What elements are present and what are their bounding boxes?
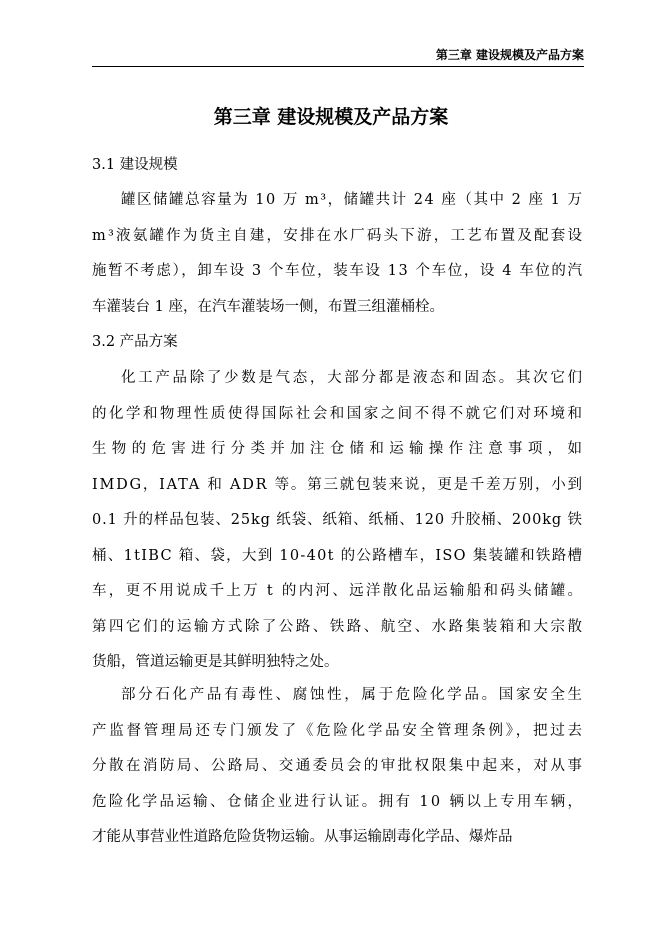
text-line: 才能从事营业性道路危险货物运输。从事运输剧毒化学品、爆炸品 (92, 829, 513, 845)
text-line: 0.1 升的样品包装、25kg 纸袋、纸箱、纸桶、120 升胶桶、200kg 铁 (92, 512, 583, 528)
text-line: 分散在消防局、公路局、交通委员会的审批权限集中起来，对从事 (92, 758, 585, 774)
text-line: 罐区储罐总容量为 10 万 m³，储罐共计 24 座（其中 2 座 1 万 (121, 192, 584, 208)
text-line: 施暂不考虑），卸车设 3 个车位，装车设 13 个车位，设 4 车位的汽 (92, 263, 584, 279)
text-line: 第四它们的运输方式除了公路、铁路、航空、水路集装箱和大宗散 (92, 618, 585, 635)
text-line: 产监督管理局还专门颁发了《危险化学品安全管理条例》，把过去 (92, 722, 585, 739)
text-line: IMDG，IATA 和 ADR 等。第三就包装来说，更是千差万别，小到 (92, 476, 584, 493)
text-line: 危险化学品运输、仓储企业进行认证。拥有 10 辆以上专用车辆， (92, 793, 585, 810)
text-line: 生物的危害进行分类并加注仓储和运输操作注意事项，如 (92, 441, 588, 457)
header-text: 第三章 建设规模及产品方案 (435, 48, 584, 62)
text-line: 车，更不用说成千上万 t 的内河、远洋散化品运输船和码头储罐。 (92, 583, 585, 599)
section-heading-3-1: 3.1 建设规模 (92, 157, 178, 173)
text-line: 部分石化产品有毒性、腐蚀性，属于危险化学品。国家安全生 (121, 687, 585, 703)
text-line: 的化学和物理性质使得国际社会和国家之间不得不就它们对环境和 (92, 405, 585, 422)
text-line: 桶、1tIBC 箱、袋，大到 10-40t 的公路槽车，ISO 集装罐和铁路槽 (92, 547, 584, 564)
page-header (92, 42, 584, 67)
text-line: 化工产品除了少数是气态，大部分都是液态和固态。其次它们 (121, 370, 585, 386)
text-line: m³液氨罐作为货主自建，安排在水厂码头下游，工艺布置及配套设 (92, 227, 585, 244)
text-line: 货船，管道运输更是其鲜明独特之处。 (92, 654, 339, 670)
chapter-title: 第三章 建设规模及产品方案 (213, 106, 449, 128)
text-line: 车灌装台 1 座，在汽车灌装场一侧，布置三组灌桶栓。 (92, 298, 444, 315)
section-heading-3-2: 3.2 产品方案 (92, 334, 178, 350)
